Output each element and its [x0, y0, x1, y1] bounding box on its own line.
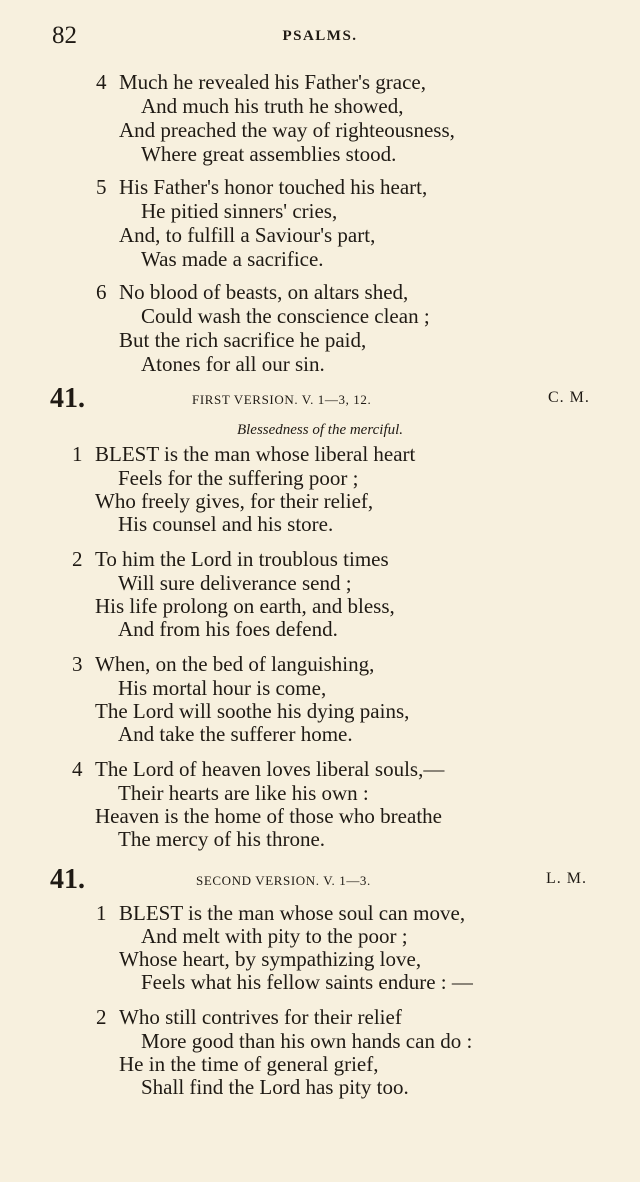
- verse-line: BLEST is the man whose soul can move,: [119, 901, 466, 925]
- verse-line: Shall find the Lord has pity too.: [141, 1075, 409, 1099]
- stanza-number: 3: [72, 652, 83, 676]
- verse-line: But the rich sacrifice he paid,: [119, 328, 367, 352]
- verse-line: His Father's honor touched his heart,: [119, 175, 428, 199]
- verse-line: Feels what his fellow saints endure : —: [141, 970, 473, 994]
- page-header: [0, 22, 640, 52]
- stanza-number: 1: [72, 442, 83, 466]
- verse-line: Will sure deliverance send ;: [118, 571, 352, 595]
- verse-line: To him the Lord in troublous times: [95, 547, 389, 571]
- version-heading: SECOND VERSION. V. 1—3.: [196, 873, 371, 888]
- verse-line: Atones for all our sin.: [141, 352, 325, 376]
- verse-line: And, to fulfill a Saviour's part,: [119, 223, 376, 247]
- version-heading: FIRST VERSION. V. 1—3, 12.: [192, 392, 372, 407]
- verse-line: His counsel and his store.: [118, 512, 334, 536]
- page-number: 82: [52, 22, 77, 49]
- verse-line: The mercy of his throne.: [118, 827, 326, 851]
- running-head: PSALMS.: [282, 28, 358, 44]
- verse-line: Could wash the conscience clean ;: [141, 304, 430, 328]
- meter-label: L. M.: [546, 870, 587, 887]
- stanza-number: 5: [96, 175, 107, 199]
- verse-line: His life prolong on earth, and bless,: [95, 594, 395, 618]
- verse-line: Feels for the suffering poor ;: [118, 466, 359, 490]
- verse-line: And preached the way of righteousness,: [119, 118, 455, 142]
- verse-line: Their hearts are like his own :: [118, 781, 369, 805]
- verse-line: His mortal hour is come,: [118, 676, 327, 700]
- verse-line: Who still contrives for their relief: [119, 1005, 402, 1029]
- hymn-subtitle: Blessedness of the merciful.: [236, 422, 404, 438]
- verse-line: He in the time of general grief,: [119, 1052, 379, 1076]
- verse-line: More good than his own hands can do :: [141, 1029, 473, 1053]
- stanza-number: 4: [72, 757, 83, 781]
- meter-label: C. M.: [548, 389, 590, 406]
- verse-line: And much his truth he showed,: [141, 94, 404, 118]
- psalm-number: 41.: [50, 864, 85, 895]
- verse-line: The Lord of heaven loves liberal souls,—: [95, 757, 445, 781]
- stanza-number: 6: [96, 280, 107, 304]
- stanza-number: 2: [96, 1005, 107, 1029]
- verse-line: When, on the bed of languishing,: [95, 652, 375, 676]
- verse-line: Whose heart, by sympathizing love,: [119, 947, 422, 971]
- verse-line: And melt with pity to the poor ;: [141, 924, 408, 948]
- verse-line: And take the sufferer home.: [118, 722, 353, 746]
- psalm-number: 41.: [50, 383, 85, 414]
- verse-line: No blood of beasts, on altars shed,: [119, 280, 409, 304]
- verse-line: Where great assemblies stood.: [141, 142, 397, 166]
- stanza-number: 1: [96, 901, 107, 925]
- verse-line: Heaven is the home of those who breathe: [95, 804, 442, 828]
- verse-line: He pitied sinners' cries,: [141, 199, 338, 223]
- verse-line: Was made a sacrifice.: [141, 247, 324, 271]
- verse-line: The Lord will soothe his dying pains,: [95, 699, 410, 723]
- verse-line: BLEST is the man whose liberal heart: [95, 442, 416, 466]
- verse-line: Much he revealed his Father's grace,: [119, 70, 426, 94]
- stanza-number: 4: [96, 70, 107, 94]
- verse-line: And from his foes defend.: [118, 617, 338, 641]
- stanza-number: 2: [72, 547, 83, 571]
- verse-line: Who freely gives, for their relief,: [95, 489, 374, 513]
